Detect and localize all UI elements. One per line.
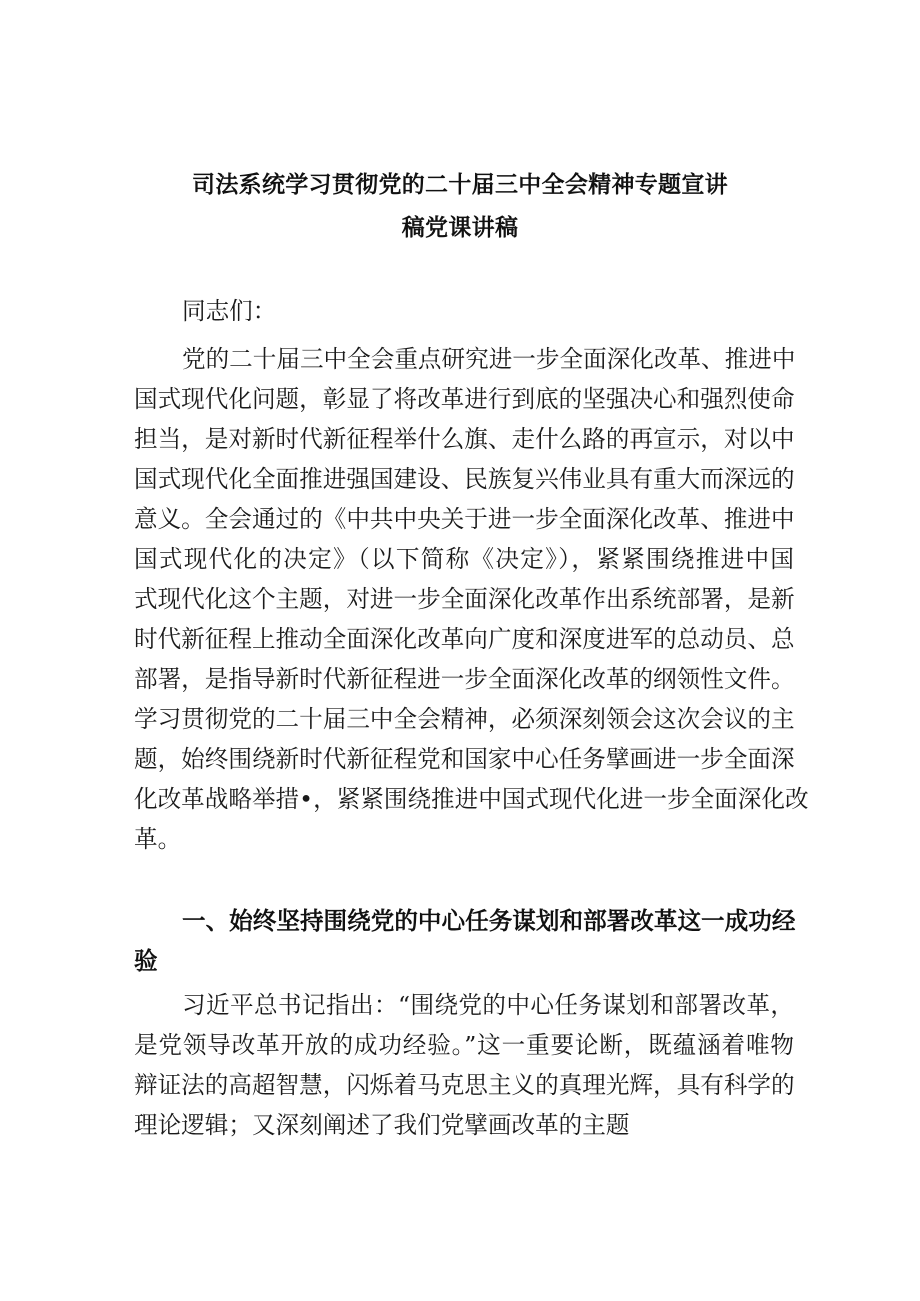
salutation: 同志们： (182, 297, 277, 325)
paragraph-1-line: 党的二十届三中全会重点研究进一步全面深化改革、推进中 (182, 345, 796, 373)
paragraph-1-line: 式现代化这个主题，对进一步全面深化改革作出系统部署，是新 (134, 585, 795, 613)
paragraph-1-line: 国式现代化全面推进强国建设、民族复兴伟业具有重大而深远的 (134, 465, 795, 493)
paragraph-1-line: 题，始终围绕新时代新征程党和国家中心任务擘画进一步全面深 (134, 745, 795, 773)
document-title-line-2: 稿党课讲稿 (401, 215, 519, 241)
paragraph-1-line: 学习贯彻党的二十届三中全会精神，必须深刻领会这次会议的主 (134, 705, 795, 733)
paragraph-1-line: 部署，是指导新时代新征程进一步全面深化改革的纲领性文件。 (134, 665, 795, 693)
paragraph-2-line: 理论逻辑；又深刻阐述了我们党擘画改革的主题 (134, 1111, 630, 1139)
paragraph-1-line: 国式现代化的决定》（以下简称《决定》），紧紧围绕推进中国 (134, 545, 794, 573)
paragraph-2-line: 习近平总书记指出：“围绕党的中心任务谋划和部署改革， (182, 991, 794, 1019)
paragraph-1-line: 担当，是对新时代新征程举什么旗、走什么路的再宣示，对以中 (134, 425, 795, 453)
paragraph-2-line: 辩证法的高超智慧，闪烁着马克思主义的真理光辉，具有科学的 (134, 1071, 795, 1099)
paragraph-1-line: 时代新征程上推动全面深化改革向广度和深度进军的总动员、总 (134, 625, 795, 653)
paragraph-1-line: 国式现代化问题，彰显了将改革进行到底的坚强决心和强烈使命 (134, 385, 795, 413)
section-heading-1-line-2: 验 (134, 947, 158, 975)
section-heading-1-line-1: 一、始终坚持围绕党的中心任务谋划和部署改革这一成功经 (182, 907, 796, 935)
paragraph-1-line: 革。 (134, 825, 182, 853)
document-title-line-1: 司法系统学习贯彻党的二十届三中全会精神专题宣讲 (192, 172, 728, 198)
paragraph-1-line: 化改革战略举措•，紧紧围绕推进中国式现代化进一步全面深化改 (134, 785, 809, 813)
paragraph-2-line: 是党领导改革开放的成功经验。”这一重要论断，既蕴涵着唯物 (134, 1031, 794, 1059)
paragraph-1-line: 意义。全会通过的《中共中央关于进一步全面深化改革、推进中 (134, 505, 795, 533)
